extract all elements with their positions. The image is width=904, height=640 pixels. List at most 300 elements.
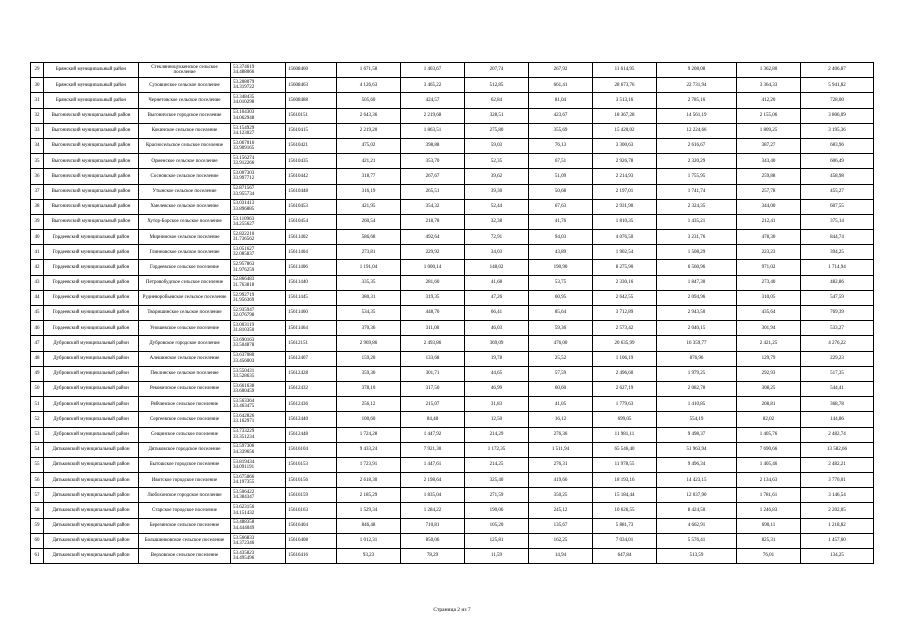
value-cell: 15 420,02 xyxy=(593,123,657,138)
value-cell: 3 770,01 xyxy=(801,473,874,488)
coordinates-cell: 53.003119 31.810350 xyxy=(231,321,286,336)
value-cell: 265,51 xyxy=(401,184,465,199)
value-cell: 5 881,73 xyxy=(593,518,657,533)
value-cell: 1 902,54 xyxy=(593,245,657,260)
district-cell: Дубровский муниципальный район xyxy=(44,397,139,412)
value-cell: 3 712,89 xyxy=(593,306,657,321)
value-cell: 317,50 xyxy=(401,381,465,396)
value-cell: 421,21 xyxy=(337,154,401,169)
value-cell: 7 034,01 xyxy=(593,533,657,548)
value-cell: 1 979,25 xyxy=(657,366,737,381)
value-cell: 207,74 xyxy=(465,63,529,78)
value-cell: 76,13 xyxy=(529,138,593,153)
value-cell: 316,19 xyxy=(337,184,401,199)
settlement-cell: Алешинское сельское поселение xyxy=(139,351,231,366)
value-cell: 190,06 xyxy=(465,503,529,518)
value-cell: 84,48 xyxy=(401,412,465,427)
code-cell: 15616416 xyxy=(286,549,337,564)
district-cell: Брянский муниципальный район xyxy=(44,93,139,108)
value-cell: 2 642,55 xyxy=(593,290,657,305)
value-cell: 10 626,55 xyxy=(593,503,657,518)
district-cell: Гордеевский муниципальный район xyxy=(44,290,139,305)
value-cell: 41,76 xyxy=(529,214,593,229)
value-cell: 273,81 xyxy=(337,245,401,260)
value-cell: 2 931,90 xyxy=(593,199,657,214)
coordinates-cell: 53.690163 33.504878 xyxy=(231,336,286,351)
coordinates-cell: 53.566833 34.372346 xyxy=(231,533,286,548)
value-cell: 51 963,94 xyxy=(657,442,737,457)
row-number: 38 xyxy=(31,199,44,214)
value-cell: 492,64 xyxy=(401,230,465,245)
value-cell: 419,66 xyxy=(529,473,593,488)
code-cell: 15616408 xyxy=(286,533,337,548)
row-number: 51 xyxy=(31,397,44,412)
value-cell: 32,38 xyxy=(465,214,529,229)
table-row xyxy=(31,381,874,396)
value-cell: 144,86 xyxy=(801,412,874,427)
settlement-cell: Хутор-Борское сельское поселение xyxy=(139,214,231,229)
value-cell: 9 496,34 xyxy=(657,457,737,472)
coordinates-cell: 53.348435 34.010298 xyxy=(231,93,286,108)
value-cell: 53,75 xyxy=(529,275,593,290)
value-cell: 43,89 xyxy=(529,245,593,260)
row-number: 34 xyxy=(31,138,44,153)
settlement-cell: Сещинское сельское поселение xyxy=(139,427,231,442)
row-number: 48 xyxy=(31,351,44,366)
value-cell: 343,40 xyxy=(737,154,801,169)
value-cell: 350,25 xyxy=(529,488,593,503)
table-row xyxy=(31,518,874,533)
value-cell: 647,84 xyxy=(593,549,657,564)
value-cell: 328,51 xyxy=(465,108,529,123)
settlement-cell: Суховинское сельское поселение xyxy=(139,78,231,93)
value-cell: 2 643,36 xyxy=(337,108,401,123)
row-number: 61 xyxy=(31,549,44,564)
code-cell: 15608460 xyxy=(286,63,337,78)
table-row xyxy=(31,442,874,457)
table-row xyxy=(31,427,874,442)
value-cell: 267,92 xyxy=(529,63,593,78)
value-cell: 3 364,33 xyxy=(737,78,801,93)
row-number: 37 xyxy=(31,184,44,199)
value-cell: 46,03 xyxy=(465,321,529,336)
value-cell: 281,60 xyxy=(401,275,465,290)
row-number: 29 xyxy=(31,63,44,78)
value-cell: 850,06 xyxy=(401,533,465,548)
value-cell: 398,88 xyxy=(401,138,465,153)
value-cell: 2 627,19 xyxy=(593,381,657,396)
code-cell: 15612428 xyxy=(286,366,337,381)
code-cell: 15611404 xyxy=(286,245,337,260)
table-row xyxy=(31,321,874,336)
value-cell: 125,81 xyxy=(465,533,529,548)
row-number: 50 xyxy=(31,381,44,396)
code-cell: 15616159 xyxy=(286,488,337,503)
coordinates-cell: 53.110963 34.255627 xyxy=(231,214,286,229)
value-cell: 825,31 xyxy=(737,533,801,548)
table-row xyxy=(31,533,874,548)
value-cell: 14 423,15 xyxy=(657,473,737,488)
value-cell: 369,09 xyxy=(465,336,529,351)
value-cell: 3 195,36 xyxy=(801,123,874,138)
row-number: 45 xyxy=(31,306,44,321)
value-cell: 94,03 xyxy=(529,230,593,245)
table-row xyxy=(31,108,874,123)
value-cell: 606,49 xyxy=(801,154,874,169)
value-cell: 2 618,30 xyxy=(337,473,401,488)
coordinates-cell: 53.563364 33.463475 xyxy=(231,397,286,412)
value-cell: 133,68 xyxy=(401,351,465,366)
district-cell: Выгоничский муниципальный район xyxy=(44,138,139,153)
value-cell: 2 219,20 xyxy=(337,123,401,138)
value-cell: 375,14 xyxy=(801,214,874,229)
code-cell: 15612448 xyxy=(286,427,337,442)
value-cell: 1 284,22 xyxy=(401,503,465,518)
value-cell: 67,63 xyxy=(529,199,593,214)
settlement-cell: Сосновское сельское поселение xyxy=(139,169,231,184)
value-cell: 335,35 xyxy=(337,275,401,290)
value-cell: 162,25 xyxy=(529,533,593,548)
value-cell: 72,91 xyxy=(465,230,529,245)
coordinates-cell: 53.208079 34.319722 xyxy=(231,78,286,93)
value-cell: 223,23 xyxy=(737,245,801,260)
row-number: 40 xyxy=(31,230,44,245)
value-cell: 50,68 xyxy=(529,184,593,199)
district-cell: Дятьковский муниципальный район xyxy=(44,533,139,548)
coordinates-cell: 53.067016 33.909165 xyxy=(231,138,286,153)
value-cell: 1 781,61 xyxy=(737,488,801,503)
table-row xyxy=(31,306,874,321)
value-cell: 190,90 xyxy=(529,260,593,275)
value-cell: 1 106,19 xyxy=(593,351,657,366)
coordinates-cell: 53.733229 33.351234 xyxy=(231,427,286,442)
value-cell: 31,83 xyxy=(465,397,529,412)
settlement-cell: Рековичское сельское поселение xyxy=(139,381,231,396)
value-cell: 2 324,35 xyxy=(657,199,737,214)
value-cell: 2 969,86 xyxy=(337,336,401,351)
value-cell: 8 424,50 xyxy=(657,503,737,518)
code-cell: 15616404 xyxy=(286,518,337,533)
district-cell: Выгоничский муниципальный район xyxy=(44,169,139,184)
table-row xyxy=(31,199,874,214)
value-cell: 475,02 xyxy=(337,138,401,153)
value-cell: 2 155,06 xyxy=(737,108,801,123)
district-cell: Дубровский муниципальный район xyxy=(44,366,139,381)
value-cell: 448,70 xyxy=(401,306,465,321)
value-cell: 359,30 xyxy=(337,366,401,381)
value-cell: 311,00 xyxy=(401,321,465,336)
code-cell: 15612151 xyxy=(286,336,337,351)
value-cell: 52,44 xyxy=(465,199,529,214)
value-cell: 1 000,14 xyxy=(401,260,465,275)
value-cell: 2 482,74 xyxy=(801,427,874,442)
value-cell: 421,95 xyxy=(337,199,401,214)
value-cell: 60,60 xyxy=(529,381,593,396)
code-cell: 15608463 xyxy=(286,78,337,93)
code-cell: 15610453 xyxy=(286,199,337,214)
value-cell: 212,41 xyxy=(737,214,801,229)
coordinates-cell: 53.154929 34.123027 xyxy=(231,123,286,138)
value-cell: 2 421,25 xyxy=(737,336,801,351)
value-cell: 3 465,22 xyxy=(401,78,465,93)
row-number: 49 xyxy=(31,366,44,381)
value-cell: 534,35 xyxy=(337,306,401,321)
code-cell: 15610454 xyxy=(286,214,337,229)
value-cell: 710,81 xyxy=(401,518,465,533)
value-cell: 273,40 xyxy=(737,275,801,290)
value-cell: 1 410,85 xyxy=(657,397,737,412)
row-number: 42 xyxy=(31,260,44,275)
row-number: 53 xyxy=(31,427,44,442)
code-cell: 15611406 xyxy=(286,260,337,275)
data-table xyxy=(30,62,874,564)
value-cell: 458,98 xyxy=(801,169,874,184)
code-cell: 15612436 xyxy=(286,397,337,412)
value-cell: 318,77 xyxy=(337,169,401,184)
value-cell: 3 231,76 xyxy=(657,230,737,245)
row-number: 44 xyxy=(31,290,44,305)
value-cell: 129,79 xyxy=(737,351,801,366)
value-cell: 3 300,63 xyxy=(593,138,657,153)
row-number: 55 xyxy=(31,457,44,472)
settlement-cell: Стеклянноцуккенское сельское поселение xyxy=(139,63,231,78)
settlement-cell: Болышинковское сельское поселение xyxy=(139,533,231,548)
value-cell: 683,96 xyxy=(801,138,874,153)
district-cell: Дятьковский муниципальный район xyxy=(44,488,139,503)
value-cell: 259,88 xyxy=(737,169,801,184)
value-cell: 1 847,30 xyxy=(657,275,737,290)
value-cell: 276,31 xyxy=(529,457,593,472)
value-cell: 19,78 xyxy=(465,351,529,366)
value-cell: 2 573,42 xyxy=(593,321,657,336)
table-row xyxy=(31,457,874,472)
coordinates-cell: 52.871567 33.955734 xyxy=(231,184,286,199)
value-cell: 1 435,21 xyxy=(657,214,737,229)
row-number: 58 xyxy=(31,503,44,518)
value-cell: 11 981,11 xyxy=(593,427,657,442)
value-cell: 100,60 xyxy=(337,412,401,427)
coordinates-cell: 53.642826 33.162971 xyxy=(231,412,286,427)
value-cell: 67,51 xyxy=(529,154,593,169)
table-row xyxy=(31,230,874,245)
value-cell: 2 094,96 xyxy=(657,290,737,305)
value-cell: 2 493,86 xyxy=(401,336,465,351)
settlement-cell: Дубровское городское поселение xyxy=(139,336,231,351)
value-cell: 699,05 xyxy=(593,412,657,427)
value-cell: 476,00 xyxy=(529,336,593,351)
value-cell: 378,10 xyxy=(337,381,401,396)
value-cell: 12 037,90 xyxy=(657,488,737,503)
value-cell: 2 185,29 xyxy=(337,488,401,503)
value-cell: 2 219,68 xyxy=(401,108,465,123)
value-cell: 292,93 xyxy=(737,366,801,381)
value-cell: 41,68 xyxy=(465,275,529,290)
district-cell: Гордеевский муниципальный район xyxy=(44,306,139,321)
value-cell: 2 785,16 xyxy=(657,93,737,108)
value-cell: 65 546,40 xyxy=(593,442,657,457)
settlement-cell: Выгоничское городское поселение xyxy=(139,108,231,123)
value-cell: 16,12 xyxy=(529,412,593,427)
value-cell: 85,64 xyxy=(529,306,593,321)
value-cell: 1 714,94 xyxy=(801,260,874,275)
value-cell: 57,59 xyxy=(529,366,593,381)
value-cell: 423,67 xyxy=(529,108,593,123)
settlement-cell: Бытошское городское поселение xyxy=(139,457,231,472)
district-cell: Брянский муниципальный район xyxy=(44,78,139,93)
code-cell: 15611440 xyxy=(286,275,337,290)
row-number: 39 xyxy=(31,214,44,229)
value-cell: 51,09 xyxy=(529,169,593,184)
value-cell: 971,02 xyxy=(737,260,801,275)
value-cell: 2 198,64 xyxy=(401,473,465,488)
district-cell: Дубровский муниципальный район xyxy=(44,351,139,366)
value-cell: 301,94 xyxy=(737,321,801,336)
settlement-cell: Любохонское городское поселение xyxy=(139,488,231,503)
value-cell: 257,78 xyxy=(737,184,801,199)
table-row xyxy=(31,184,874,199)
settlement-cell: Петровобудское сельское поселение xyxy=(139,275,231,290)
settlement-cell: Ивотское городское поселение xyxy=(139,473,231,488)
value-cell: 2 320,29 xyxy=(657,154,737,169)
coordinates-cell: 53.819434 34.091191 xyxy=(231,457,286,472)
row-number: 60 xyxy=(31,533,44,548)
value-cell: 11 978,55 xyxy=(593,457,657,472)
value-cell: 513,59 xyxy=(657,549,737,564)
code-cell: 15616153 xyxy=(286,457,337,472)
value-cell: 135,67 xyxy=(529,518,593,533)
value-cell: 547,59 xyxy=(801,290,874,305)
value-cell: 2 134,63 xyxy=(737,473,801,488)
code-cell: 15616104 xyxy=(286,442,337,457)
value-cell: 14,94 xyxy=(529,549,593,564)
value-cell: 310,05 xyxy=(737,290,801,305)
settlement-cell: Чернетовское сельское поселение xyxy=(139,93,231,108)
coordinates-cell: 53.007303 33.997712 xyxy=(231,169,286,184)
coordinates-cell: 53.104303 34.062948 xyxy=(231,108,286,123)
table-row xyxy=(31,473,874,488)
settlement-cell: Красносельское сельское поселение xyxy=(139,138,231,153)
value-cell: 1 755,95 xyxy=(657,169,737,184)
row-number: 33 xyxy=(31,123,44,138)
settlement-cell: Верховское сельское поселение xyxy=(139,549,231,564)
code-cell: 15612407 xyxy=(286,351,337,366)
value-cell: 1 809,25 xyxy=(737,123,801,138)
value-cell: 769,39 xyxy=(801,306,874,321)
settlement-cell: Глинновское сельское поселение xyxy=(139,245,231,260)
row-number: 59 xyxy=(31,518,44,533)
value-cell: 544,41 xyxy=(801,381,874,396)
district-cell: Дятьковский муниципальный район xyxy=(44,457,139,472)
settlement-cell: Уношевское сельское поселение xyxy=(139,321,231,336)
value-cell: 13 582,66 xyxy=(801,442,874,457)
value-cell: 59,03 xyxy=(465,138,529,153)
value-cell: 4 076,50 xyxy=(593,230,657,245)
table-row xyxy=(31,63,874,78)
district-cell: Дубровский муниципальный район xyxy=(44,412,139,427)
value-cell: 1 172,35 xyxy=(465,442,529,457)
value-cell: 22 731,94 xyxy=(657,78,737,93)
coordinates-cell: 53.156274 33.912266 xyxy=(231,154,286,169)
district-cell: Гордеевский муниципальный район xyxy=(44,260,139,275)
value-cell: 62,84 xyxy=(465,93,529,108)
district-cell: Гордеевский муниципальный район xyxy=(44,321,139,336)
value-cell: 1 457,60 xyxy=(801,533,874,548)
value-cell: 876,96 xyxy=(657,351,737,366)
value-cell: 2 082,78 xyxy=(657,381,737,396)
value-cell: 455,27 xyxy=(801,184,874,199)
district-cell: Брянский муниципальный район xyxy=(44,63,139,78)
value-cell: 1 403,67 xyxy=(401,63,465,78)
table-row xyxy=(31,290,874,305)
value-cell: 505,60 xyxy=(337,93,401,108)
code-cell: 15610421 xyxy=(286,138,337,153)
value-cell: 28 673,76 xyxy=(593,78,657,93)
value-cell: 308,25 xyxy=(737,381,801,396)
value-cell: 1 810,35 xyxy=(593,214,657,229)
value-cell: 325,40 xyxy=(465,473,529,488)
value-cell: 412,20 xyxy=(737,93,801,108)
value-cell: 9 208,08 xyxy=(657,63,737,78)
value-cell: 256,12 xyxy=(337,397,401,412)
table-row xyxy=(31,366,874,381)
district-cell: Выгоничский муниципальный район xyxy=(44,214,139,229)
row-number: 52 xyxy=(31,412,44,427)
value-cell: 6 560,96 xyxy=(657,260,737,275)
table-row xyxy=(31,138,874,153)
value-cell: 586,68 xyxy=(337,230,401,245)
value-cell: 1 362,80 xyxy=(737,63,801,78)
table-row xyxy=(31,275,874,290)
value-cell: 4 662,91 xyxy=(657,518,737,533)
value-cell: 846,48 xyxy=(337,518,401,533)
value-cell: 301,71 xyxy=(401,366,465,381)
value-cell: 844,74 xyxy=(801,230,874,245)
value-cell: 435,64 xyxy=(737,306,801,321)
value-cell: 2 330,16 xyxy=(593,275,657,290)
table-row xyxy=(31,123,874,138)
value-cell: 159,20 xyxy=(337,351,401,366)
coordinates-cell: 53.550431 33.528635 xyxy=(231,366,286,381)
code-cell: 15611402 xyxy=(286,230,337,245)
value-cell: 245,12 xyxy=(529,503,593,518)
value-cell: 2 482,21 xyxy=(801,457,874,472)
value-cell: 18 367,28 xyxy=(593,108,657,123)
row-number: 41 xyxy=(31,245,44,260)
value-cell: 25,52 xyxy=(529,351,593,366)
value-cell: 2 926,78 xyxy=(593,154,657,169)
value-cell: 82,02 xyxy=(737,412,801,427)
value-cell: 11 614,95 xyxy=(593,63,657,78)
table-row xyxy=(31,245,874,260)
value-cell: 16 359,77 xyxy=(657,336,737,351)
table-row xyxy=(31,488,874,503)
value-cell: 34,03 xyxy=(465,245,529,260)
table-body xyxy=(31,63,874,564)
value-cell: 2 616,67 xyxy=(657,138,737,153)
value-cell: 78,29 xyxy=(401,549,465,564)
value-cell: 1 835,04 xyxy=(401,488,465,503)
value-cell: 2 197,01 xyxy=(593,184,657,199)
value-cell: 2 496,60 xyxy=(593,366,657,381)
code-cell: 15612432 xyxy=(286,381,337,396)
row-number: 31 xyxy=(31,93,44,108)
value-cell: 134,25 xyxy=(801,549,874,564)
value-cell: 370,36 xyxy=(337,321,401,336)
coordinates-cell: 53.506422 34.384347 xyxy=(231,488,286,503)
district-cell: Дубровский муниципальный район xyxy=(44,381,139,396)
value-cell: 554,19 xyxy=(657,412,737,427)
coordinates-cell: 52.957863 31.976259 xyxy=(231,260,286,275)
